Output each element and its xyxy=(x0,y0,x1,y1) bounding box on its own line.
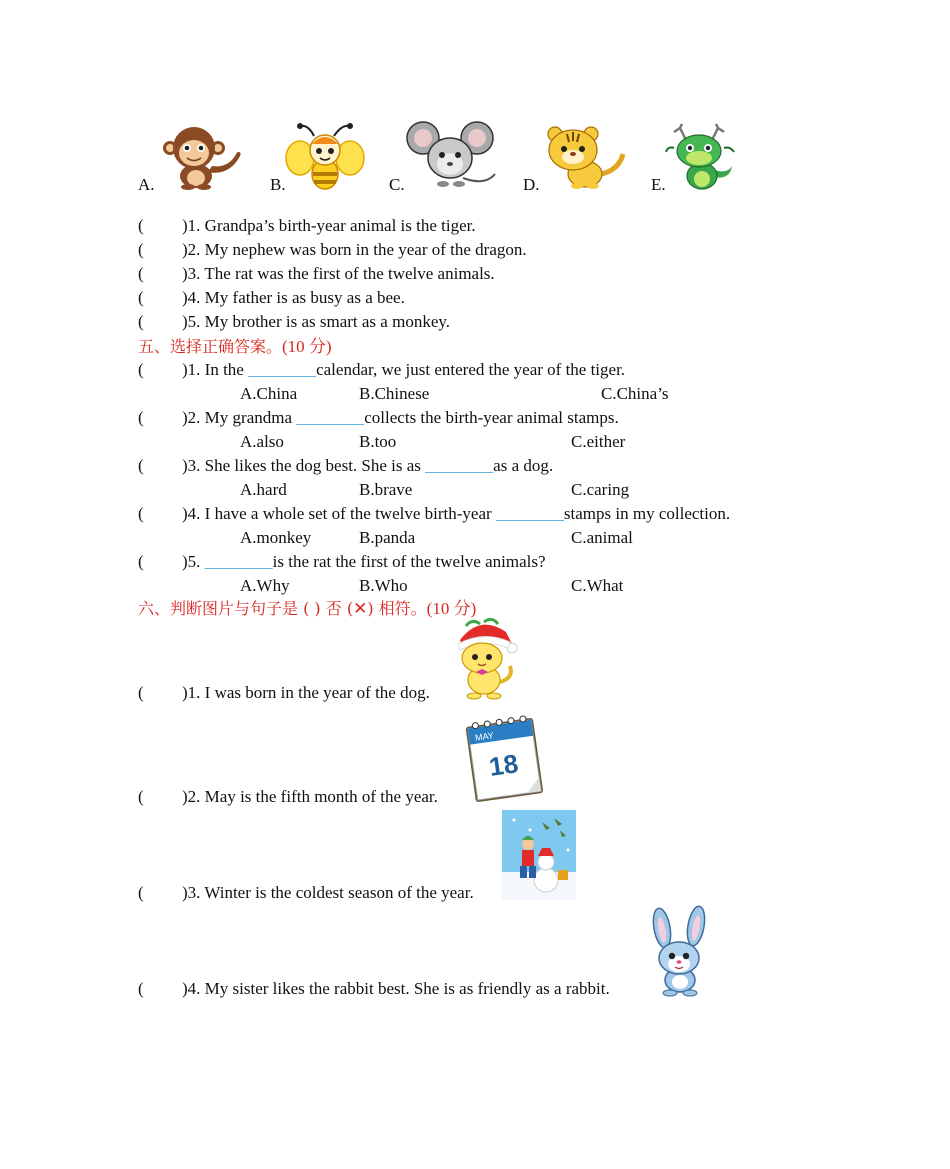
calendar-icon xyxy=(462,712,546,802)
answer-blank[interactable]: ( xyxy=(138,979,144,998)
monkey-icon xyxy=(156,126,242,190)
answer-blank[interactable]: ( xyxy=(138,312,144,331)
question-text: )2. My nephew was born in the year of the dragon. xyxy=(182,240,527,259)
bee-icon xyxy=(286,122,364,192)
question-text: )4. My father is as busy as a bee. xyxy=(182,288,405,307)
option-b[interactable]: B.Who xyxy=(359,576,408,595)
fill-blank: ________ xyxy=(248,360,317,379)
option-letter-b: B. xyxy=(270,175,286,194)
fill-blank: ________ xyxy=(495,504,564,523)
part6-question-1 xyxy=(138,682,430,704)
answer-blank[interactable]: ( xyxy=(138,787,144,806)
cross-mark-icon: ✕ xyxy=(353,599,368,618)
option-c[interactable]: C.caring xyxy=(571,480,630,499)
answer-blank[interactable]: ( xyxy=(138,240,144,259)
option-b[interactable]: B.too xyxy=(359,432,397,451)
question-text: )3. Winter is the coldest season of the year. xyxy=(182,883,474,902)
part5-question-1: ( )1. In the ________calendar, we just entered the year of the tiger. xyxy=(138,360,626,379)
answer-blank[interactable]: ( xyxy=(138,216,144,235)
option-b[interactable]: B.brave xyxy=(359,480,413,499)
part4-question-4 xyxy=(138,287,405,309)
answer-blank[interactable]: ( xyxy=(138,883,144,902)
option-letter-d: D. xyxy=(523,175,540,194)
dragon-icon xyxy=(666,126,736,192)
option-c[interactable]: C.What xyxy=(571,576,624,595)
option-c[interactable]: C.China’s xyxy=(601,384,669,403)
part6-question-4 xyxy=(138,978,610,1000)
option-letter-e: E. xyxy=(651,175,666,194)
answer-blank[interactable]: ( xyxy=(138,456,144,475)
rabbit-icon xyxy=(648,908,712,996)
part5-heading: 五、选择正确答案。(10 分) xyxy=(138,337,332,356)
question-text: )1. I was born in the year of the dog. xyxy=(182,683,430,702)
part5-question-2: ( )2. My grandma ________collects the birth-year animal stamps. xyxy=(138,408,619,427)
calendar-month: MAY xyxy=(474,730,495,743)
option-c[interactable]: C.either xyxy=(571,432,626,451)
part6-heading: 六、判断图片与句子是 ( ) 否 (✕) 相符。(10 分) xyxy=(138,599,477,618)
question-text: )5. My brother is as smart as a monkey. xyxy=(182,312,451,331)
part4-question-1 xyxy=(138,215,476,237)
part4-question-2 xyxy=(138,239,527,261)
option-letter-c: C. xyxy=(389,175,405,194)
part6-question-3 xyxy=(138,882,474,904)
tiger-icon xyxy=(539,124,627,190)
fill-blank: ________ xyxy=(204,552,273,571)
option-a[interactable]: A.China xyxy=(240,384,298,403)
option-a[interactable]: A.hard xyxy=(240,480,287,499)
option-a[interactable]: A.monkey xyxy=(240,528,312,547)
fill-blank: ________ xyxy=(296,408,365,427)
option-a[interactable]: A.also xyxy=(240,432,284,451)
option-a[interactable]: A.Why xyxy=(240,576,290,595)
fill-blank: ________ xyxy=(425,456,494,475)
question-text: )4. My sister likes the rabbit best. She is as friendly as a rabbit. xyxy=(182,979,610,998)
part6-question-2 xyxy=(138,786,438,808)
rat-icon xyxy=(405,120,499,190)
question-text: )2. May is the fifth month of the year. xyxy=(182,787,438,806)
question-text: )3. The rat was the first of the twelve animals. xyxy=(182,264,495,283)
answer-blank[interactable]: ( xyxy=(138,408,144,427)
answer-blank[interactable]: ( xyxy=(138,264,144,283)
part5-question-5: ( )5. ________is the rat the first of the twelve animals? xyxy=(138,552,546,571)
option-b[interactable]: B.Chinese xyxy=(359,384,430,403)
answer-blank[interactable]: ( xyxy=(138,552,144,571)
answer-blank[interactable]: ( xyxy=(138,683,144,702)
question-text: )1. Grandpa’s birth-year animal is the tiger. xyxy=(182,216,476,235)
part5-question-3: ( )3. She likes the dog best. She is as ________as a dog. xyxy=(138,456,554,475)
answer-blank[interactable]: ( xyxy=(138,504,144,523)
answer-blank[interactable]: ( xyxy=(138,360,144,379)
option-letter-a: A. xyxy=(138,175,155,194)
winter-snowman-icon xyxy=(502,810,576,900)
cat-with-santa-hat-icon xyxy=(450,618,518,700)
part4-question-5 xyxy=(138,311,450,333)
option-b[interactable]: B.panda xyxy=(359,528,416,547)
part4-question-3 xyxy=(138,263,495,285)
calendar-day: 18 xyxy=(487,748,520,783)
answer-blank[interactable]: ( xyxy=(138,288,144,307)
part5-question-4: ( )4. I have a whole set of the twelve birth-year ________stamps in my collection. xyxy=(138,504,731,523)
option-c[interactable]: C.animal xyxy=(571,528,633,547)
